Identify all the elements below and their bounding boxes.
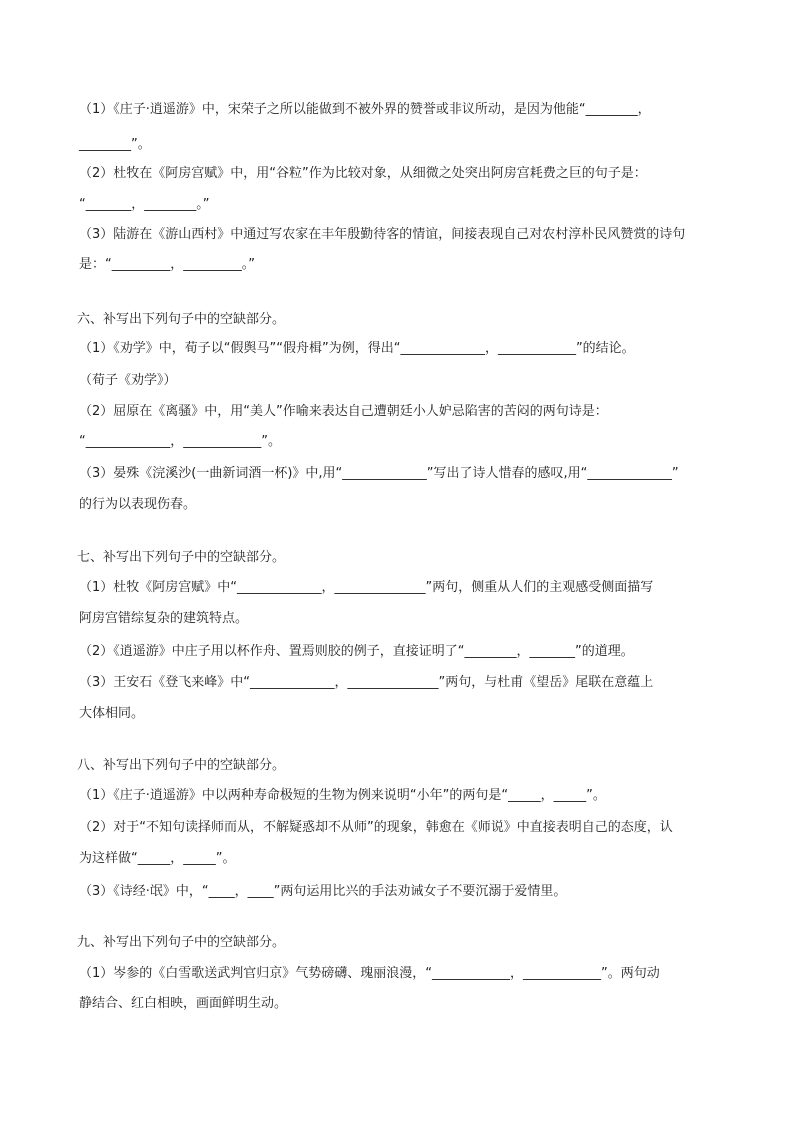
section-heading: 七、补写出下列句子中的空缺部分。 [77,550,286,565]
question-line: （3）陆游在《游山西村》中通过写农家在丰年殷勤待客的情谊，间接表现自己对农村淳朴民风赞赏的诗句 [79,227,686,242]
question-line: （1）岑参的《白雪歌送武判官归京》气势磅礴、瑰丽浪漫，“____________，____________”。两句动 [79,966,660,981]
question-line: “_____________，____________”。 [79,434,281,449]
question-line: 阿房宫错综复杂的建筑特点。 [79,611,249,626]
question-line: （荀子《劝学》） [79,373,177,388]
question-line: （3）晏殊《浣溪沙(一曲新词酒一杯)》中,用“_____________”写出了诗人惜春的感叹,用“_____________” [79,466,679,481]
question-line: （1）《庄子·逍遥游》中以两种寿命极短的生物为例来说明“小年”的两句是“_____，_____”。 [79,788,606,803]
section-heading: 六、补写出下列句子中的空缺部分。 [77,312,286,327]
question-line: （2）对于“不知句读择师而从，不解疑惑却不从师”的现象，韩愈在《师说》中直接表明自己的态度，认 [79,820,673,835]
question-line: （2）《逍遥游》中庄子用以杯作舟、置焉则胶的例子，直接证明了“________，_______”的道理。 [79,644,634,659]
question-line: 静结合、红白相映，画面鲜明生动。 [79,996,288,1011]
question-line: 的行为以表现伤春。 [79,497,197,512]
question-line: 大体相同。 [79,706,145,721]
section-heading: 九、补写出下列句子中的空缺部分。 [77,935,286,950]
question-line: （1）杜牧《阿房宫赋》中“_____________，______________”两句，侧重从人们的主观感受侧面描写 [79,580,654,595]
question-line: （1）《劝学》中，荀子以“假舆马”“假舟楫”为例，得出“_____________，____________”的结论。 [79,341,635,356]
question-line: “_______，________。” [79,197,210,212]
question-line: 为这样做“_____，_____”。 [79,851,236,866]
question-line: ________”。 [79,137,151,152]
question-line: （3）《诗经·氓》中，“____，____”两句运用比兴的手法劝诫女子不要沉溺于爱情里。 [79,884,567,899]
section-heading: 八、补写出下列句子中的空缺部分。 [77,758,286,773]
question-line: （2）杜牧在《阿房宫赋》中，用“谷粒”作为比较对象，从细微之处突出阿房宫耗费之巨的句子是： [79,166,647,181]
question-line: （3）王安石《登飞来峰》中“_____________，______________”两句，与杜甫《望岳》尾联在意蕴上 [79,675,654,690]
question-line: （2）屈原在《离骚》中，用“美人”作喻来表达自己遭朝廷小人妒忌陷害的苦闷的两句诗是： [79,404,608,419]
question-line: （1）《庄子·逍遥游》中，宋荣子之所以能做到不被外界的赞誉或非议所动，是因为他能“________， [79,102,651,117]
question-line: 是：“_________，_________。” [79,257,255,272]
